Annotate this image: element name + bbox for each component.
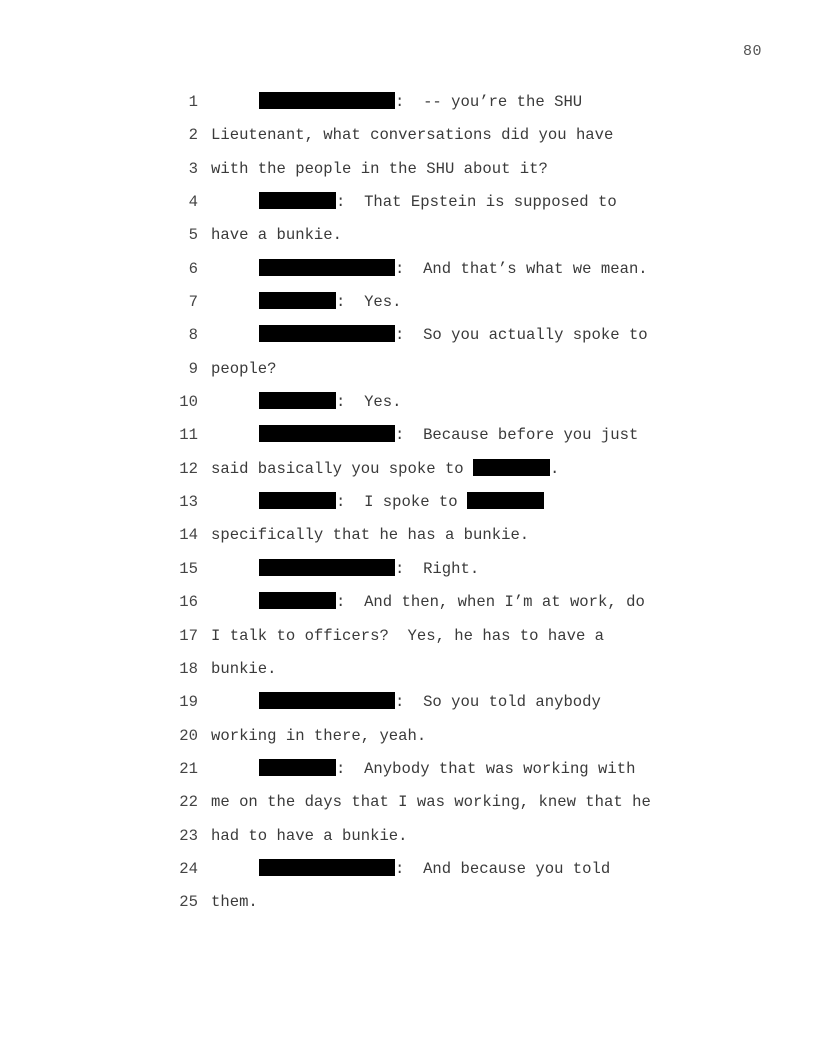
line-text: [211, 786, 651, 819]
line-number: 24: [179, 859, 198, 878]
line-number: 21: [179, 759, 198, 778]
line-number: 1: [188, 93, 198, 111]
speaker-redaction: [259, 325, 395, 342]
speaker-redaction: [259, 559, 395, 576]
transcript-line: [0, 553, 816, 586]
line-text: [211, 620, 604, 653]
speech-text: : And because you told: [395, 859, 611, 878]
transcript-line: [0, 219, 816, 252]
line-text: [259, 686, 601, 719]
speech-text: working in there, yeah.: [211, 726, 427, 745]
transcript-line: [0, 386, 816, 419]
speech-text: with the people in the SHU about it?: [211, 159, 548, 178]
speech-text: : I spoke to: [336, 493, 468, 512]
line-number: 12: [179, 459, 198, 478]
speech-text: said basically you spoke to: [211, 459, 474, 478]
line-text: [211, 886, 258, 919]
line-number: 9: [188, 359, 198, 378]
line-number: 22: [179, 793, 198, 812]
transcript-line: [0, 186, 816, 219]
line-text: [259, 386, 402, 419]
line-number: 11: [179, 426, 198, 445]
speech-text: : And that’s what we mean.: [395, 259, 648, 278]
line-number: 6: [188, 259, 198, 278]
line-text: [211, 353, 277, 386]
line-number: 5: [188, 226, 198, 245]
speech-text: have a bunkie.: [211, 226, 343, 245]
line-number: 25: [179, 893, 198, 912]
transcript-line: [0, 653, 816, 686]
speaker-redaction: [259, 92, 395, 109]
line-number: 8: [188, 326, 198, 345]
line-number: 16: [179, 593, 198, 612]
speech-text: bunkie.: [211, 659, 277, 678]
line-number: 2: [188, 126, 198, 145]
transcript-line: [0, 586, 816, 619]
speech-text: : And then, when I’m at work, do: [336, 593, 645, 612]
line-text: [211, 820, 408, 853]
transcript-line: [0, 853, 816, 886]
line-number: 10: [179, 393, 198, 412]
speech-text: : -- you’re the SHU: [395, 93, 583, 111]
line-text: [259, 586, 645, 619]
line-number: 13: [179, 493, 198, 512]
line-number: 14: [179, 526, 198, 545]
speech-text: me on the days that I was working, knew that he: [211, 793, 651, 812]
transcript-line: [0, 786, 816, 819]
transcript-line: [0, 419, 816, 452]
line-number: 19: [179, 693, 198, 712]
line-text: [259, 419, 638, 452]
transcript-line: [0, 519, 816, 552]
transcript-line: [0, 753, 816, 786]
line-number: 23: [179, 826, 198, 845]
line-number: 15: [179, 559, 198, 578]
line-text: [259, 553, 479, 586]
transcript-line: [0, 86, 816, 119]
speech-text: had to have a bunkie.: [211, 826, 408, 845]
line-number: 3: [188, 159, 198, 178]
transcript-line: [0, 353, 816, 386]
speech-text: : Because before you just: [395, 426, 639, 445]
speech-text: : That Epstein is supposed to: [336, 193, 617, 212]
speech-text: : So you told anybody: [395, 693, 601, 712]
transcript-line: [0, 319, 816, 352]
speaker-redaction: [259, 192, 336, 209]
line-text: [259, 253, 648, 286]
transcript-body: [0, 86, 816, 920]
speech-text: them.: [211, 893, 258, 912]
line-text: [211, 219, 342, 252]
speech-text: specifically that he has a bunkie.: [211, 526, 530, 545]
line-text: [259, 853, 610, 886]
line-text: [259, 86, 582, 119]
line-number: 20: [179, 726, 198, 745]
line-text: [211, 653, 277, 686]
speech-text: : So you actually spoke to: [395, 326, 648, 345]
line-text: [211, 153, 548, 186]
speaker-redaction: [259, 259, 395, 276]
transcript-line: [0, 153, 816, 186]
transcript-line: [0, 486, 816, 519]
transcript-line: [0, 253, 816, 286]
transcript-line: [0, 119, 816, 152]
line-text: [259, 753, 635, 786]
transcript-line: [0, 453, 816, 486]
name-redaction: [473, 459, 550, 476]
speech-text: Lieutenant, what conversations did you have: [211, 126, 614, 145]
line-text: [211, 720, 426, 753]
speaker-redaction: [259, 692, 395, 709]
line-text: [211, 519, 529, 552]
line-text: [259, 319, 648, 352]
speaker-redaction: [259, 759, 336, 776]
speech-text: people?: [211, 359, 277, 378]
transcript-line: [0, 286, 816, 319]
speaker-redaction: [259, 292, 336, 309]
line-number: 18: [179, 659, 198, 678]
speech-text: : Right.: [395, 559, 480, 578]
transcript-line: [0, 820, 816, 853]
transcript-line: [0, 620, 816, 653]
name-redaction: [467, 492, 544, 509]
speech-text: : Yes.: [336, 293, 402, 312]
transcript-line: [0, 886, 816, 919]
trailing-text: .: [550, 459, 560, 478]
speaker-redaction: [259, 392, 336, 409]
transcript-line: [0, 686, 816, 719]
transcript-line: [0, 720, 816, 753]
speaker-redaction: [259, 592, 336, 609]
speaker-redaction: [259, 425, 395, 442]
line-text: [259, 286, 402, 319]
line-text: [259, 186, 617, 219]
line-text: [211, 453, 559, 486]
line-text: [211, 119, 613, 152]
page-number: 80: [742, 43, 762, 60]
speech-text: I talk to officers? Yes, he has to have a: [211, 626, 605, 645]
line-number: 17: [179, 626, 198, 645]
speaker-redaction: [259, 492, 336, 509]
speaker-redaction: [259, 859, 395, 876]
line-text: [259, 486, 544, 519]
line-number: 4: [188, 193, 198, 212]
speech-text: : Yes.: [336, 393, 402, 412]
speech-text: : Anybody that was working with: [336, 759, 636, 778]
line-number: 7: [188, 293, 198, 312]
